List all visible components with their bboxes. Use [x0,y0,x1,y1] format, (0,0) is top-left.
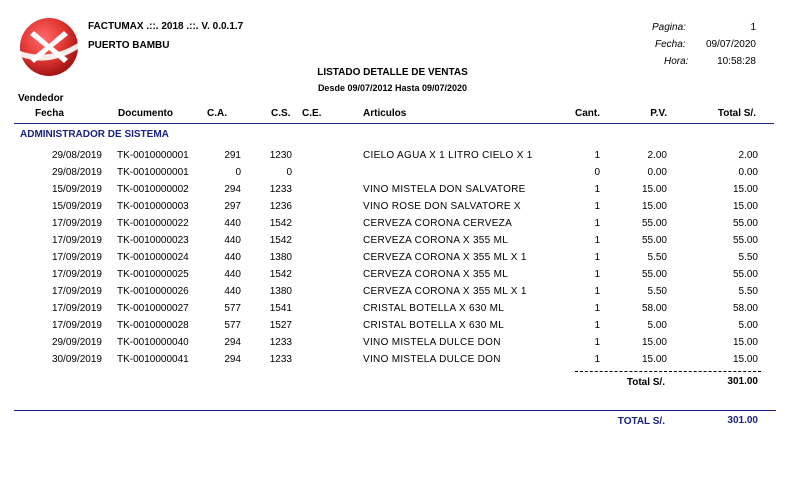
cell-total: 55.00 [732,269,758,280]
cell-total: 15.00 [732,354,758,365]
cell-pv: 15.00 [641,337,667,348]
cell-cs: 1380 [269,286,292,297]
cell-total: 5.50 [738,252,758,263]
cell-pv: 55.00 [641,235,667,246]
cell-pv: 15.00 [641,354,667,365]
table-row [0,354,785,371]
cell-fecha: 17/09/2019 [51,218,102,229]
cell-pv: 0.00 [647,167,667,178]
subtotal-label: Total S/. [626,377,665,388]
cell-cs: 1230 [269,150,292,161]
cell-articulo: VINO MISTELA DULCE DON [363,337,501,348]
cell-cant: 1 [594,286,600,297]
table-row [0,184,785,201]
cell-fecha: 15/09/2019 [51,201,102,212]
cell-pv: 5.50 [647,286,667,297]
table-row [0,201,785,218]
header-divider [14,123,774,124]
cell-articulo: CIELO AGUA X 1 LITRO CIELO X 1 [363,150,533,161]
cell-pv: 5.00 [647,320,667,331]
footer-divider [14,410,776,411]
cell-cs: 1380 [269,252,292,263]
subtotal-divider [575,371,761,372]
app-title: FACTUMAX .::. 2018 .::. V. 0.0.1.7 [88,21,244,32]
cell-pv: 55.00 [641,269,667,280]
cell-cs: 1541 [269,303,292,314]
cell-total: 55.00 [732,218,758,229]
cell-articulo: VINO ROSE DON SALVATORE X [363,201,521,212]
cell-cs: 1527 [269,320,292,331]
cell-total: 58.00 [732,303,758,314]
group-name: ADMINISTRADOR DE SISTEMA [20,129,169,140]
cell-pv: 15.00 [641,184,667,195]
cell-total: 55.00 [732,235,758,246]
col-cant: Cant. [575,108,600,119]
cell-articulo: VINO MISTELA DULCE DON [363,354,501,365]
time-value: 10:58:28 [717,56,756,67]
cell-ca: 440 [224,218,241,229]
cell-pv: 55.00 [641,218,667,229]
cell-fecha: 29/08/2019 [51,167,102,178]
cell-documento: TK-0010000023 [117,235,189,246]
cell-fecha: 29/08/2019 [51,150,102,161]
cell-pv: 2.00 [647,150,667,161]
cell-cs: 1542 [269,218,292,229]
page-number: 1 [750,22,756,33]
cell-pv: 58.00 [641,303,667,314]
table-row [0,167,785,184]
cell-fecha: 17/09/2019 [51,320,102,331]
cell-articulo: CERVEZA CORONA CERVEZA [363,218,513,229]
table-row [0,235,785,252]
cell-articulo: VINO MISTELA DON SALVATORE [363,184,526,195]
cell-ca: 297 [224,201,241,212]
cell-cant: 1 [594,252,600,263]
cell-fecha: 17/09/2019 [51,269,102,280]
grand-total-label: TOTAL S/. [617,416,665,427]
cell-cs: 1542 [269,269,292,280]
cell-total: 15.00 [732,337,758,348]
cell-documento: TK-0010000027 [117,303,189,314]
cell-ca: 577 [224,320,241,331]
cell-articulo: CRISTAL BOTELLA X 630 ML [363,320,505,331]
cell-total: 15.00 [732,184,758,195]
cell-cant: 1 [594,150,600,161]
cell-documento: TK-0010000026 [117,286,189,297]
table-row [0,218,785,235]
cell-pv: 15.00 [641,201,667,212]
cell-documento: TK-0010000025 [117,269,189,280]
cell-fecha: 17/09/2019 [51,235,102,246]
cell-documento: TK-0010000024 [117,252,189,263]
cell-articulo: CRISTAL BOTELLA X 630 ML [363,303,505,314]
cell-documento: TK-0010000041 [117,354,189,365]
cell-cant: 1 [594,337,600,348]
cell-total: 5.50 [738,286,758,297]
table-row [0,252,785,269]
group-label: Vendedor [18,93,64,104]
cell-cs: 1233 [269,184,292,195]
cell-ca: 294 [224,184,241,195]
cell-total: 2.00 [738,150,758,161]
cell-ca: 291 [224,150,241,161]
cell-documento: TK-0010000001 [117,167,189,178]
col-ce: C.E. [302,108,322,119]
cell-cs: 0 [286,167,292,178]
cell-cant: 1 [594,218,600,229]
cell-ca: 294 [224,354,241,365]
col-total: Total S/. [717,108,756,119]
cell-ca: 440 [224,252,241,263]
page-label: Pagina: [652,22,686,33]
cell-ca: 440 [224,269,241,280]
cell-fecha: 17/09/2019 [51,286,102,297]
cell-total: 5.00 [738,320,758,331]
cell-articulo: CERVEZA CORONA X 355 ML [363,269,509,280]
cell-total: 15.00 [732,201,758,212]
cell-cant: 1 [594,201,600,212]
date-value: 09/07/2020 [705,39,756,50]
cell-cant: 1 [594,269,600,280]
cell-cs: 1542 [269,235,292,246]
col-fecha: Fecha [35,108,64,119]
company-name: PUERTO BAMBU [88,40,170,51]
table-row [0,269,785,286]
cell-ca: 577 [224,303,241,314]
cell-pv: 5.50 [647,252,667,263]
col-articulos: Articulos [363,108,407,119]
cell-documento: TK-0010000040 [117,337,189,348]
cell-fecha: 17/09/2019 [51,303,102,314]
cell-fecha: 17/09/2019 [51,252,102,263]
cell-cs: 1233 [269,337,292,348]
time-label: Hora: [664,56,689,67]
grand-total-value: 301.00 [727,415,758,426]
cell-cs: 1236 [269,201,292,212]
cell-documento: TK-0010000001 [117,150,189,161]
cell-cant: 1 [594,235,600,246]
cell-articulo: CERVEZA CORONA X 355 ML [363,235,509,246]
subtotal-value: 301.00 [727,376,758,387]
cell-cant: 1 [594,320,600,331]
table-row [0,303,785,320]
table-row [0,337,785,354]
cell-total: 0.00 [738,167,758,178]
cell-ca: 0 [235,167,241,178]
cell-cant: 1 [594,354,600,365]
col-documento: Documento [118,108,173,119]
cell-cs: 1233 [269,354,292,365]
table-row [0,286,785,303]
cell-cant: 0 [594,167,600,178]
report-title: LISTADO DETALLE DE VENTAS [317,67,468,78]
cell-articulo: CERVEZA CORONA X 355 ML X 1 [363,252,527,263]
cell-ca: 440 [224,235,241,246]
cell-documento: TK-0010000022 [117,218,189,229]
cell-fecha: 15/09/2019 [51,184,102,195]
date-range: Desde 09/07/2012 Hasta 09/07/2020 [317,83,468,93]
cell-documento: TK-0010000002 [117,184,189,195]
cell-ca: 294 [224,337,241,348]
cell-articulo: CERVEZA CORONA X 355 ML X 1 [363,286,527,297]
cell-documento: TK-0010000028 [117,320,189,331]
table-row [0,150,785,167]
table-row [0,320,785,337]
cell-fecha: 29/09/2019 [51,337,102,348]
cell-cant: 1 [594,184,600,195]
col-ca: C.A. [207,108,227,119]
cell-ca: 440 [224,286,241,297]
col-cs: C.S. [271,108,291,119]
cell-documento: TK-0010000003 [117,201,189,212]
cell-fecha: 30/09/2019 [51,354,102,365]
date-label: Fecha: [655,39,686,50]
col-pv: P.V. [650,108,667,119]
cell-cant: 1 [594,303,600,314]
